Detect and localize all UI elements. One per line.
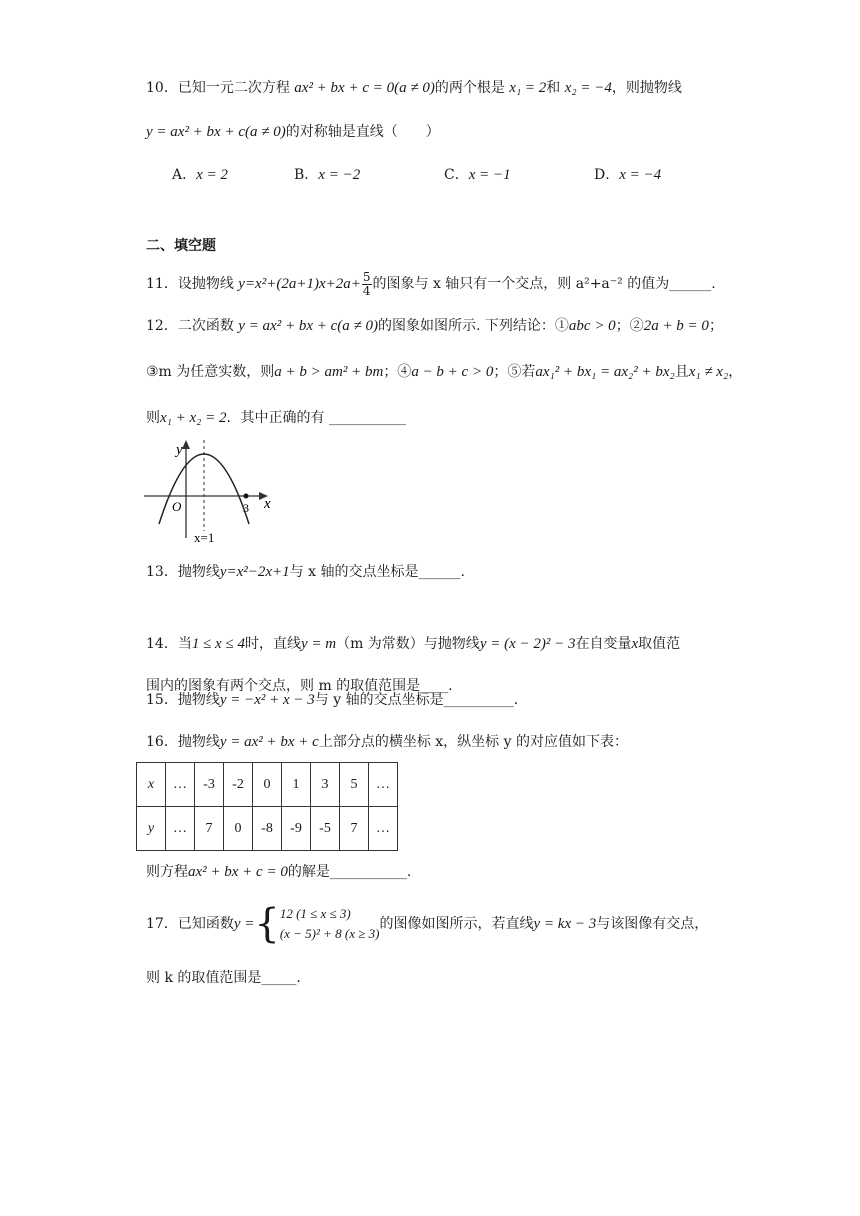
q13-text: 与 x 轴的交点坐标是______. [289, 564, 465, 580]
q10-option-d[interactable] [594, 164, 661, 184]
root-point [244, 494, 249, 499]
q13-line [146, 562, 465, 582]
q17-function-label: y = [233, 916, 255, 932]
piecewise-case-1: 12 (1 ≤ x ≤ 3) [279, 906, 351, 921]
q11-text: 的图象与 x 轴只有一个交点，则 a²+a⁻² 的值为______. [372, 276, 716, 292]
table-cell: … [369, 763, 398, 807]
q12-text: 且 [674, 364, 689, 380]
table-cell: -9 [282, 807, 311, 851]
q12-conclusion-5: ax₁² + bx₁ = ax₂² + bx₂ [535, 364, 675, 380]
table-row-x [137, 763, 398, 807]
q12-text: 则 [146, 410, 160, 426]
q12-line2 [146, 362, 742, 382]
table-cell: 7 [340, 807, 369, 851]
q12-conclusion-5-result: x₁ + x₂ = 2 [160, 410, 227, 426]
fraction-denominator: 4 [362, 283, 371, 298]
q12-text: ； [708, 318, 723, 334]
q14-condition: 1 ≤ x ≤ 4 [191, 636, 245, 652]
option-label: D． [594, 167, 620, 183]
table-cell: 5 [340, 763, 369, 807]
q12-text: ．其中正确的有 ___________ [226, 410, 406, 426]
q11-number: 11． [146, 276, 178, 292]
q10-line2 [146, 122, 440, 142]
option-label: C． [444, 167, 469, 183]
q17-line2: 则 k 的取值范围是_____. [146, 970, 301, 986]
q16-text: 抛物线 [177, 734, 220, 750]
table-row-y [137, 807, 398, 851]
section-title: 二、填空题 [146, 238, 216, 254]
table-cell: … [166, 807, 195, 851]
q14-text: 取值范 [638, 636, 681, 652]
q14-text: （m 为常数）与抛物线 [336, 636, 480, 652]
q12-equation: y = ax² + bx + c(a ≠ 0) [238, 318, 378, 334]
table-cell: 1 [282, 763, 311, 807]
q14-number: 14． [146, 636, 178, 652]
q12-conclusion-1: abc > 0 [568, 318, 616, 334]
option-value: x = −4 [619, 167, 662, 183]
option-value: x = 2 [196, 167, 228, 183]
option-label: B． [294, 167, 319, 183]
q14-text: 时，直线 [244, 636, 301, 652]
table-cell: … [166, 763, 195, 807]
x-label: x [264, 496, 271, 512]
q10-root2: x₂ = −4 [564, 80, 612, 96]
q13-text: 抛物线 [177, 564, 220, 580]
q16-text: 则方程 [146, 864, 188, 880]
q10-option-b[interactable] [294, 164, 360, 184]
table-cell: … [369, 807, 398, 851]
piecewise-case-2: (x − 5)² + 8 (x ≥ 3) [279, 926, 380, 941]
table-header-y: y [137, 807, 166, 851]
tick-3-label: 3 [243, 501, 249, 515]
q10-number: 10． [146, 80, 178, 96]
q10-option-a[interactable] [172, 164, 228, 184]
q16-line [146, 732, 628, 752]
q16-text: 上部分点的横坐标 x，纵坐标 y 的对应值如下表： [318, 734, 628, 750]
y-axis-arrow [182, 440, 190, 449]
table-header-x: x [137, 763, 166, 807]
q12-text: ；② [615, 318, 644, 334]
q16-equation: ax² + bx + c = 0 [188, 864, 288, 880]
q10-text: 和 [546, 80, 561, 96]
q11-equation: y=x²+(2a+1)x+2a+ [238, 276, 361, 292]
q10-text: ，则抛物线 [611, 80, 682, 96]
q12-condition: x₁ ≠ x₂ [688, 364, 729, 380]
q13-number: 13． [146, 564, 178, 580]
origin-label: O [172, 499, 182, 514]
q12-text: 二次函数 [177, 318, 234, 334]
q16-equation: y = ax² + bx + c [219, 734, 319, 750]
q14-text: 当 [177, 636, 192, 652]
q12-conclusion-4: a − b + c > 0 [411, 364, 494, 380]
piecewise-brace: { [254, 901, 280, 947]
q12-conclusion-2: 2a + b = 0 [643, 318, 709, 334]
table-cell: -3 [195, 763, 224, 807]
option-value: x = −1 [468, 167, 511, 183]
table-cell: -5 [311, 807, 340, 851]
q15-text: 抛物线 [177, 692, 220, 708]
q16-number: 16． [146, 734, 178, 750]
q14-line1 [146, 634, 680, 654]
q11-line [146, 270, 716, 298]
q15-line [146, 690, 518, 710]
table-cell: 0 [224, 807, 253, 851]
q14-text: 在自变量 [575, 636, 632, 652]
piecewise-cases [280, 904, 380, 944]
q12-line1 [146, 316, 723, 336]
q13-equation: y=x²−2x+1 [219, 564, 290, 580]
symmetry-label: x=1 [194, 530, 215, 545]
q15-text: 与 y 轴的交点坐标是__________. [314, 692, 519, 708]
q10-equation: ax² + bx + c = 0(a ≠ 0) [294, 80, 435, 96]
q17-number: 17． [146, 916, 178, 932]
q10-option-c[interactable] [444, 164, 511, 184]
q10-text: 的对称轴是直线（ ） [285, 124, 440, 140]
q14-line-equation: y = m [300, 636, 337, 652]
q15-equation: y = −x² + x − 3 [219, 692, 315, 708]
q16-text: 的解是___________. [287, 864, 412, 880]
q10-parabola-equation: y = ax² + bx + c(a ≠ 0) [146, 124, 286, 140]
q12-text: ③m 为任意实数，则 [146, 364, 275, 380]
table-cell: 0 [253, 763, 282, 807]
q14-variable: x [631, 636, 639, 652]
table-cell: 3 [311, 763, 340, 807]
table-cell: 7 [195, 807, 224, 851]
q17-line1 [146, 901, 709, 947]
q17-line-equation: y = kx − 3 [533, 916, 597, 932]
q14-parabola-equation: y = (x − 2)² − 3 [479, 636, 576, 652]
q17-text: 与该图像有交点， [596, 916, 709, 932]
q17-text: 已知函数 [177, 916, 234, 932]
q12-text: ；④ [383, 364, 412, 380]
q10-text: 的两个根是 [434, 80, 505, 96]
q14-line2: 围内的图象有两个交点，则 m 的取值范围是____. [146, 678, 453, 694]
q16-after [146, 862, 411, 882]
q17-text: 的图像如图所示，若直线 [379, 916, 534, 932]
q10-line1 [146, 78, 682, 98]
option-label: A． [172, 167, 197, 183]
q12-text: ；⑤若 [493, 364, 536, 380]
q15-number: 15． [146, 692, 178, 708]
q12-text: ， [728, 364, 743, 380]
q12-conclusion-3: a + b > am² + bm [274, 364, 384, 380]
fraction-numerator: 5 [362, 269, 371, 284]
table-cell: -2 [224, 763, 253, 807]
y-label: y [176, 442, 183, 458]
q12-text: 的图象如图所示. 下列结论：① [378, 318, 569, 334]
table-cell: -8 [253, 807, 282, 851]
q12-number: 12． [146, 318, 178, 334]
q12-line3 [146, 408, 406, 428]
q10-root1: x₁ = 2 [509, 80, 547, 96]
q10-text: 已知一元二次方程 [177, 80, 290, 96]
q12-parabola-graph [140, 436, 280, 546]
q11-text: 设抛物线 [177, 276, 234, 292]
q11-fraction [362, 271, 372, 298]
q16-value-table [136, 762, 398, 851]
option-value: x = −2 [318, 167, 361, 183]
